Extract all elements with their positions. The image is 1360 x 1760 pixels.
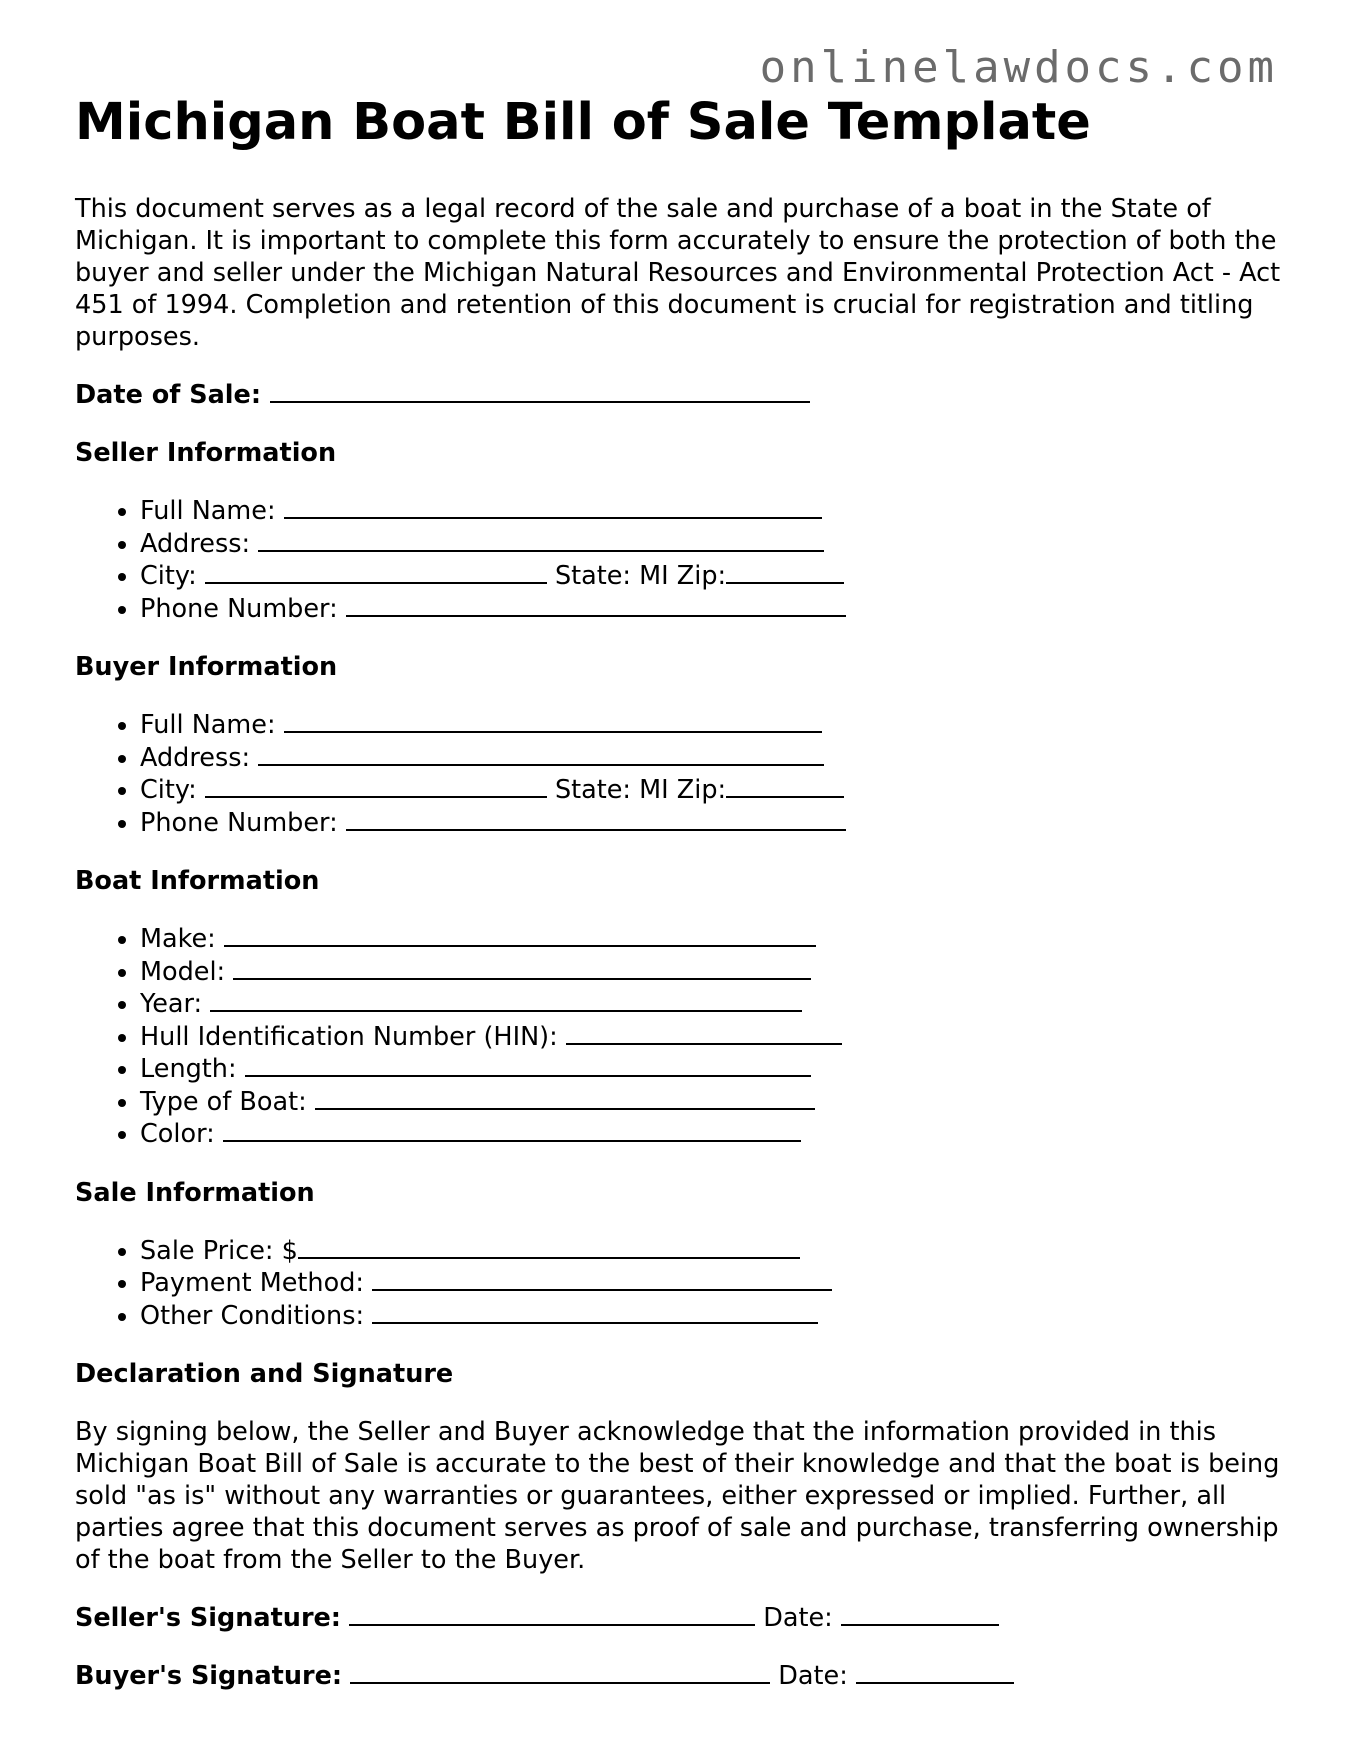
list-item <box>140 988 1285 1021</box>
list-item <box>140 1235 1285 1268</box>
boat-type-label: Type of Boat: <box>140 1086 307 1117</box>
boat-hin-label: Hull Identification Number (HIN): <box>140 1021 558 1052</box>
list-item <box>140 560 1285 593</box>
date-of-sale-field[interactable] <box>270 379 810 403</box>
list-item <box>140 709 1285 742</box>
seller-list <box>75 495 1285 625</box>
buyer-state-zip-label: State: MI Zip: <box>554 775 727 806</box>
list-item <box>140 1118 1285 1151</box>
boat-make-label: Make: <box>140 924 216 955</box>
buyer-address-field[interactable] <box>258 742 824 766</box>
seller-address-field[interactable] <box>258 528 824 552</box>
sale-price-label: Sale Price: $ <box>140 1235 298 1266</box>
boat-hin-field[interactable] <box>566 1021 842 1045</box>
boat-year-label: Year: <box>140 989 203 1020</box>
seller-zip-field[interactable] <box>726 560 844 584</box>
sale-heading: Sale Information <box>75 1177 315 1208</box>
intro-paragraph: This document serves as a legal record of the sale and purchase of a boat in the State of Michigan. It is important to complete this form accurately to ensure the protection of both the buyer and seller under the Michigan Natural Resources and Environmental Protection Act - Act 451 of 1994. Completion and retention of this document is crucial for registration and titling purposes. <box>75 194 1281 353</box>
document-title: Michigan Boat Bill of Sale Template <box>75 93 1091 152</box>
list-item <box>140 923 1285 956</box>
buyer-city-label: City: <box>140 775 197 806</box>
seller-date-label: Date: <box>763 1603 833 1634</box>
seller-signature-label: Seller's Signature: <box>75 1603 342 1634</box>
list-item <box>140 593 1285 626</box>
sale-list <box>75 1235 1285 1333</box>
seller-phone-field[interactable] <box>346 593 846 617</box>
seller-city-label: City: <box>140 561 197 592</box>
seller-signature-row <box>75 1602 1285 1634</box>
payment-method-field[interactable] <box>372 1267 832 1291</box>
date-of-sale-label: Date of Sale: <box>75 380 262 411</box>
buyer-date-field[interactable] <box>856 1660 1014 1684</box>
list-item <box>140 956 1285 989</box>
boat-length-label: Length: <box>140 1054 237 1085</box>
buyer-phone-field[interactable] <box>346 807 846 831</box>
list-item <box>140 495 1285 528</box>
list-item <box>140 1300 1285 1333</box>
buyer-phone-label: Phone Number: <box>140 807 338 838</box>
seller-address-label: Address: <box>140 528 251 559</box>
list-item <box>140 1021 1285 1054</box>
seller-date-field[interactable] <box>841 1602 999 1626</box>
document-page <box>75 92 1285 1718</box>
buyer-signature-label: Buyer's Signature: <box>75 1661 343 1692</box>
buyer-heading: Buyer Information <box>75 652 338 683</box>
seller-city-field[interactable] <box>205 560 547 584</box>
boat-list <box>75 923 1285 1151</box>
list-item <box>140 528 1285 561</box>
boat-model-field[interactable] <box>233 956 811 980</box>
list-item <box>140 742 1285 775</box>
other-conditions-field[interactable] <box>372 1300 818 1324</box>
buyer-date-label: Date: <box>778 1661 848 1692</box>
seller-phone-label: Phone Number: <box>140 593 338 624</box>
buyer-city-field[interactable] <box>205 774 547 798</box>
boat-heading: Boat Information <box>75 866 320 897</box>
boat-color-field[interactable] <box>223 1118 801 1142</box>
seller-heading: Seller Information <box>75 438 337 469</box>
list-item <box>140 807 1285 840</box>
declaration-paragraph: By signing below, the Seller and Buyer acknowledge that the information provided in this Michigan Boat Bill of Sale is accurate to the best of their knowledge and that the boat is being sold "as is" without any warranties or guarantees, either expressed or implied. Further, all parties agree that this document serves as proof of sale and purchase, transferring ownership of the boat from the Seller to the Buyer. <box>75 1417 1280 1576</box>
boat-model-label: Model: <box>140 956 226 987</box>
list-item <box>140 1053 1285 1086</box>
other-conditions-label: Other Conditions: <box>140 1300 365 1331</box>
seller-full-name-label: Full Name: <box>140 496 276 527</box>
list-item <box>140 1086 1285 1119</box>
buyer-full-name-label: Full Name: <box>140 710 276 741</box>
seller-full-name-field[interactable] <box>284 495 822 519</box>
boat-make-field[interactable] <box>224 923 816 947</box>
buyer-signature-field[interactable] <box>350 1660 770 1684</box>
seller-signature-field[interactable] <box>349 1602 755 1626</box>
buyer-list <box>75 709 1285 839</box>
boat-type-field[interactable] <box>315 1086 815 1110</box>
buyer-zip-field[interactable] <box>726 774 844 798</box>
boat-length-field[interactable] <box>245 1053 811 1077</box>
sale-price-field[interactable] <box>298 1235 800 1259</box>
declaration-heading: Declaration and Signature <box>75 1359 454 1390</box>
list-item <box>140 1267 1285 1300</box>
date-of-sale-row <box>75 379 1285 411</box>
boat-color-label: Color: <box>140 1119 215 1150</box>
list-item <box>140 774 1285 807</box>
watermark: onlinelawdocs.com <box>759 42 1278 93</box>
buyer-full-name-field[interactable] <box>284 709 822 733</box>
buyer-address-label: Address: <box>140 742 251 773</box>
seller-state-zip-label: State: MI Zip: <box>554 561 727 592</box>
payment-method-label: Payment Method: <box>140 1268 364 1299</box>
buyer-signature-row <box>75 1660 1285 1692</box>
boat-year-field[interactable] <box>210 988 802 1012</box>
